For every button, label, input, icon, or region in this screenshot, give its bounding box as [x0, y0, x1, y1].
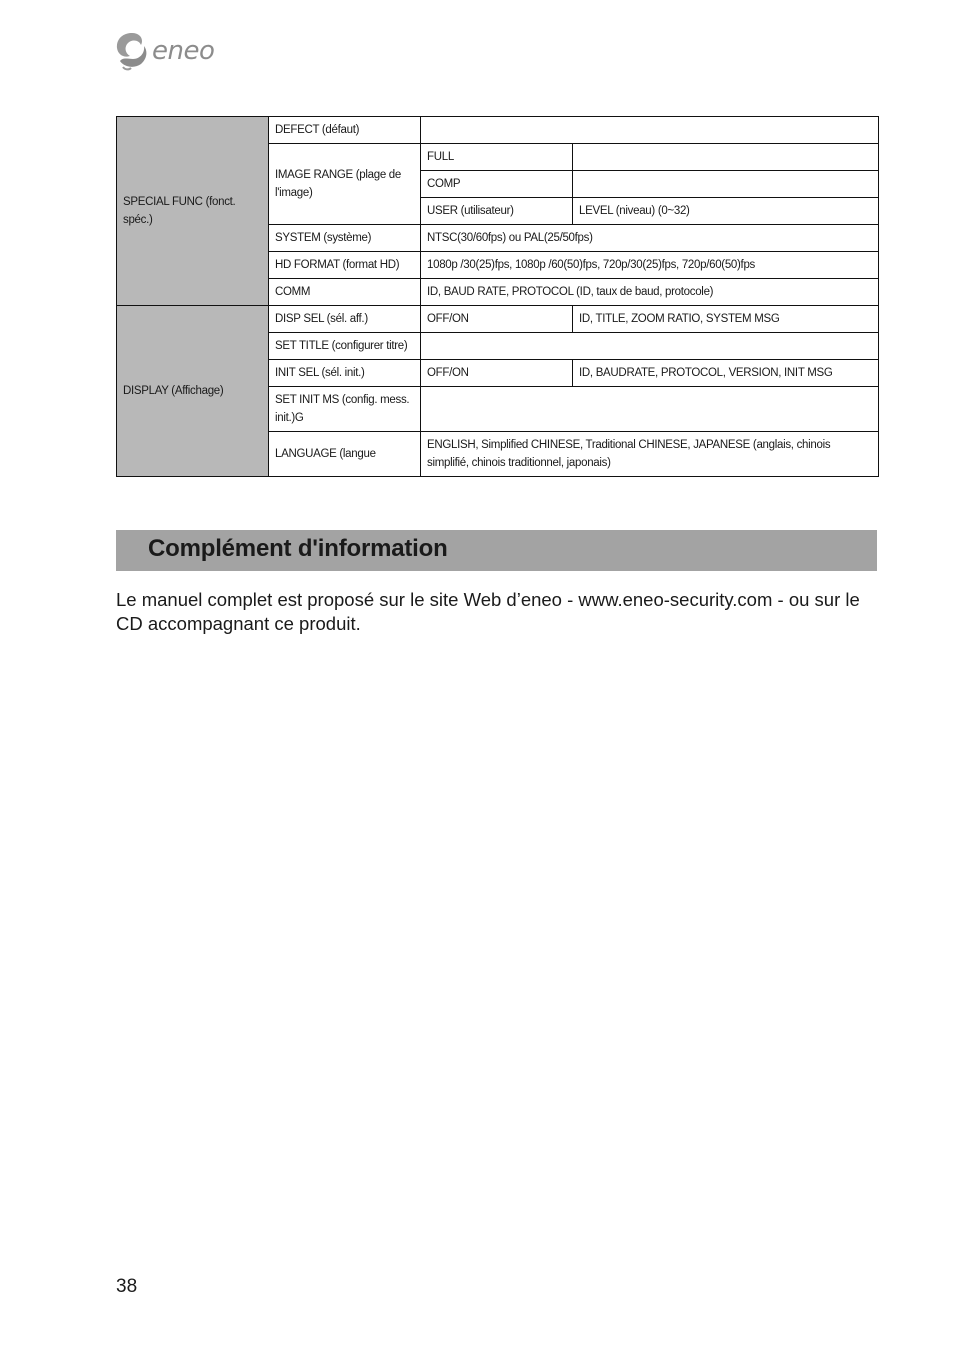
table-row: [117, 306, 879, 333]
brand-wordmark: eneo: [152, 36, 215, 66]
setting-name-cell: SET INIT MS (config. mess. init.)G: [269, 387, 421, 432]
state-cell: OFF/ON: [421, 360, 573, 387]
setting-name-cell: IMAGE RANGE (plage de l'image): [269, 144, 421, 225]
value-cell: 1080p /30(25)fps, 1080p /60(50)fps, 720p/30(25)fps, 720p/60(50)fps: [421, 252, 879, 279]
section-body-text: Le manuel complet est proposé sur le site Web d’eneo - www.eneo-security.com - ou sur le CD accompagnant ce produit.: [116, 589, 860, 634]
setting-name-cell: DEFECT (défaut): [269, 117, 421, 144]
category-cell: DISPLAY (Affichage): [117, 306, 269, 477]
value-cell: [421, 387, 879, 432]
value-cell: NTSC(30/60fps) ou PAL(25/50fps): [421, 225, 879, 252]
table-row: [117, 117, 879, 144]
value-cell: [573, 144, 879, 171]
brand-logo: [114, 30, 214, 72]
section-title: Complément d'information: [148, 535, 448, 562]
option-cell: COMP: [421, 171, 573, 198]
setting-name-cell: LANGUAGE (langue: [269, 432, 421, 477]
eneo-swirl-logo-icon: [114, 31, 150, 71]
value-cell: ID, TITLE, ZOOM RATIO, SYSTEM MSG: [573, 306, 879, 333]
setting-name-cell: HD FORMAT (format HD): [269, 252, 421, 279]
section-header-bar: [116, 530, 877, 571]
setting-name-cell: SYSTEM (système): [269, 225, 421, 252]
value-cell: ID, BAUDRATE, PROTOCOL, VERSION, INIT MSG: [573, 360, 879, 387]
value-cell: [421, 117, 879, 144]
value-cell: [421, 333, 879, 360]
value-cell: [573, 171, 879, 198]
setting-name-cell: INIT SEL (sél. init.): [269, 360, 421, 387]
value-cell: ID, BAUD RATE, PROTOCOL (ID, taux de baud, protocole): [421, 279, 879, 306]
option-cell: USER (utilisateur): [421, 198, 573, 225]
option-cell: FULL: [421, 144, 573, 171]
setting-name-cell: DISP SEL (sél. aff.): [269, 306, 421, 333]
menu-settings-table: [116, 116, 879, 477]
category-cell: SPECIAL FUNC (fonct. spéc.): [117, 117, 269, 306]
value-cell: ENGLISH, Simplified CHINESE, Traditional CHINESE, JAPANESE (anglais, chinois simplifié, chinois traditionnel, japonais): [421, 432, 879, 477]
value-cell: LEVEL (niveau) (0~32): [573, 198, 879, 225]
state-cell: OFF/ON: [421, 306, 573, 333]
setting-name-cell: COMM: [269, 279, 421, 306]
setting-name-cell: SET TITLE (configurer titre): [269, 333, 421, 360]
page-number: 38: [116, 1276, 138, 1297]
